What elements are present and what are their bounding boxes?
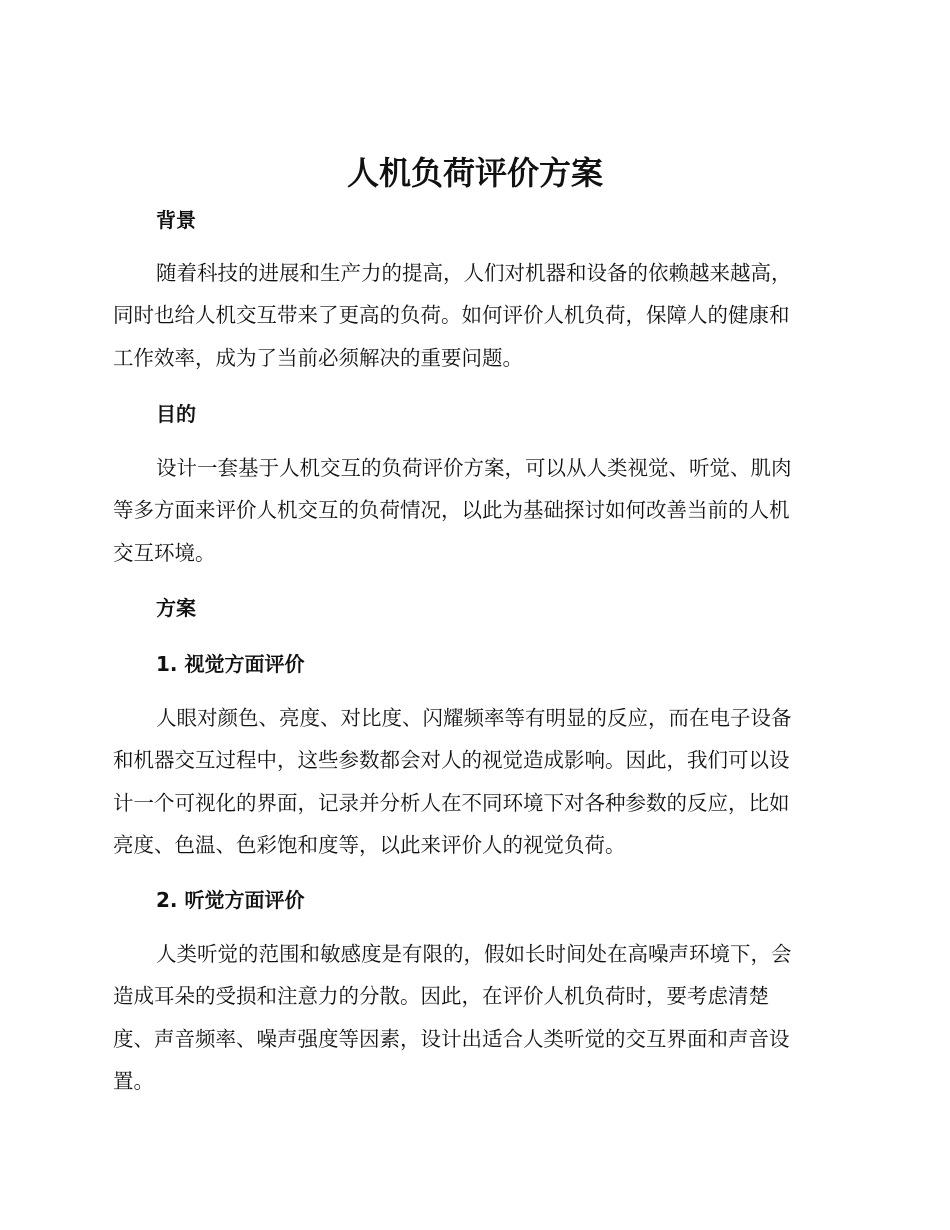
paragraph-line: 交互环境。 xyxy=(113,540,216,565)
paragraph-line: 亮度、色温、色彩饱和度等，以此来评价人的视觉负荷。 xyxy=(113,832,626,857)
paragraph-line: 造成耳朵的受损和注意力的分散。因此，在评价人机负荷时，要考虑清楚 xyxy=(113,984,769,1009)
paragraph-line: 和机器交互过程中，这些参数都会对人的视觉造成影响。因此，我们可以设 xyxy=(113,748,790,773)
section-heading-background: 背景 xyxy=(156,208,196,232)
section-heading-purpose: 目的 xyxy=(156,402,196,426)
paragraph-line: 置。 xyxy=(113,1068,154,1093)
paragraph-line: 等多方面来评价人机交互的负荷情况，以此为基础探讨如何改善当前的人机 xyxy=(113,498,790,523)
paragraph-line: 人类听觉的范围和敏感度是有限的，假如长时间处在高噪声环境下，会 xyxy=(156,942,792,966)
paragraph-line: 随着科技的进展和生产力的提高，人们对机器和设备的依赖越来越高， xyxy=(156,261,792,285)
paragraph-auditory xyxy=(113,933,833,1102)
paragraph-purpose xyxy=(113,447,833,574)
paragraph-line: 同时也给人机交互带来了更高的负荷。如何评价人机负荷，保障人的健康和 xyxy=(113,303,790,328)
paragraph-visual xyxy=(113,697,833,866)
section-heading-visual: 1. 视觉方面评价 xyxy=(156,652,305,676)
paragraph-line: 设计一套基于人机交互的负荷评价方案，可以从人类视觉、听觉、肌肉 xyxy=(156,456,792,480)
section-heading-plan: 方案 xyxy=(156,596,196,620)
document-title: 人机负荷评价方案 xyxy=(346,154,603,192)
paragraph-line: 计一个可视化的界面，记录并分析人在不同环境下对各种参数的反应，比如 xyxy=(113,790,790,815)
paragraph-line: 工作效率，成为了当前必须解决的重要问题。 xyxy=(113,345,523,370)
paragraph-line: 度、声音频率、噪声强度等因素，设计出适合人类听觉的交互界面和声音设 xyxy=(113,1026,790,1051)
section-heading-auditory: 2. 听觉方面评价 xyxy=(156,888,305,912)
paragraph-background xyxy=(113,252,833,379)
paragraph-line: 人眼对颜色、亮度、对比度、闪耀频率等有明显的反应，而在电子设备 xyxy=(156,706,792,730)
